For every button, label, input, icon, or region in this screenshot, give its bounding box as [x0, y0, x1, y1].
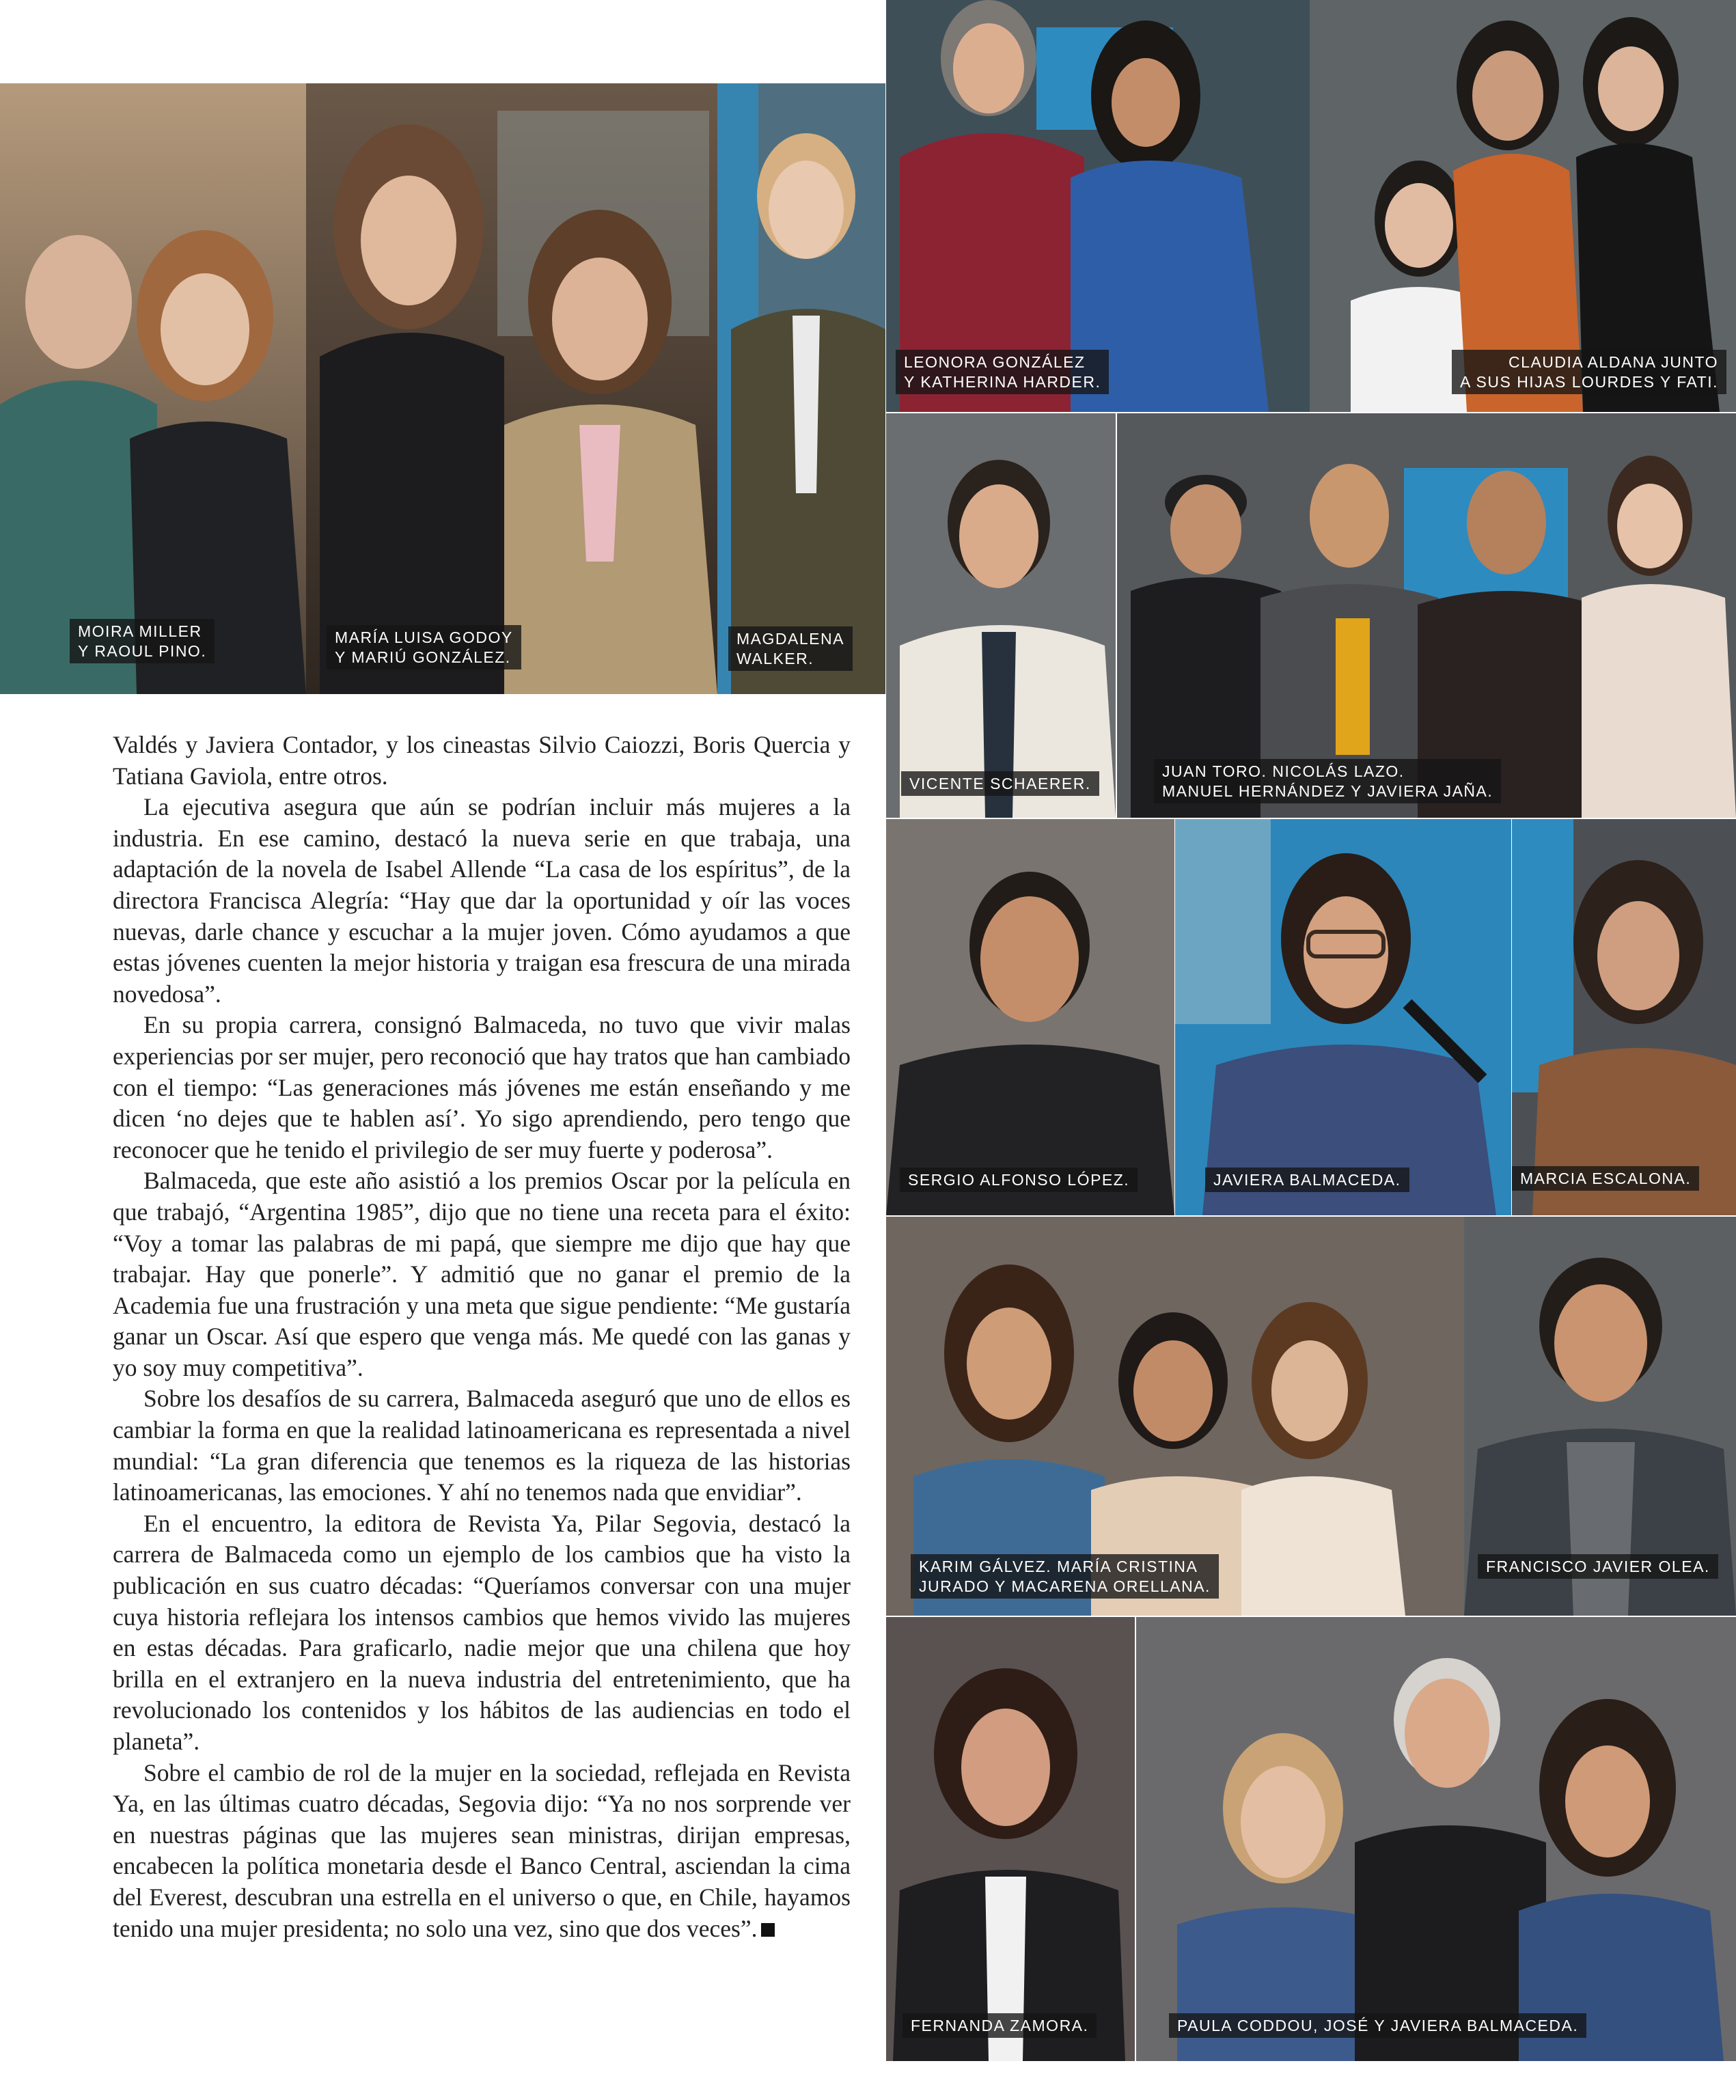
- photo-maria-luisa-godoy-mariu-gonzalez: [306, 83, 717, 694]
- article-paragraph: [113, 1758, 851, 1945]
- article-paragraph: En el encuentro, la editora de Revista Ya, Pilar Segovia, destacó la carrera de Balmaceda como un ejemplo de los cambios que ha visto la publicación en sus cuatro décadas: “Queríamos conversar con una mujer cuya historia reflejara los intensos cambios que hemos vivido las mujeres en estas décadas. Para graficarlo, nadie mejor que una chilena que hoy brilla en el extranjero en la nueva industria del entretenimiento, que ha revolucionado los contenidos y los hábitos de las audiencias en todo el planeta”.: [113, 1509, 851, 1755]
- article-paragraph-text: Sobre el cambio de rol de la mujer en la sociedad, reflejada en Revista Ya, en las últimas cuatro décadas, Segovia dijo: “Ya no nos sorprende ver en nuestras páginas que las mujeres sean ministras, dirijan empresas, encabecen la política monetaria desde el Banco Central, asciendan la cima del Everest, descubran una estrella en el universo o que, en Chile, hayamos tenido una mujer presidenta; no solo una vez, sino que dos veces”.: [113, 1758, 851, 1942]
- article-paragraph: Sobre los desafíos de su carrera, Balmaceda aseguró que uno de ellos es cambiar la forma en que la realidad latinoamericana es representada a nivel mundial: “La gran diferencia que tenemos es la riqueza de las historias latinoamericanas, las emociones. Y ahí no tenemos nada que envidiar”.: [113, 1385, 851, 1506]
- event-photo-image: [1512, 819, 1736, 1215]
- photo-caption: CLAUDIA ALDANA JUNTO A SUS HIJAS LOURDES Y FATI.: [1452, 350, 1726, 394]
- photo-karim-galvez-grupo: [886, 1217, 1464, 1616]
- article-body: [113, 730, 851, 1944]
- event-photo-image: [1117, 413, 1736, 818]
- event-photo-image: [1136, 1617, 1736, 2061]
- photo-vicente-schaerer: [886, 413, 1116, 818]
- photo-marcia-escalona: [1512, 819, 1736, 1215]
- photo-caption: JUAN TORO. NICOLÁS LAZO. MANUEL HERNÁNDEZ Y JAVIERA JAÑA.: [1154, 759, 1501, 803]
- photo-caption: LEONORA GONZÁLEZ Y KATHERINA HARDER.: [896, 350, 1109, 394]
- event-photo-image: [0, 83, 306, 694]
- photo-caption: PAULA CODDOU, JOSÉ Y JAVIERA BALMACEDA.: [1169, 2013, 1586, 2038]
- photo-caption: KARIM GÁLVEZ. MARÍA CRISTINA JURADO Y MACARENA ORELLANA.: [911, 1554, 1219, 1599]
- photo-javiera-balmaceda: [1175, 819, 1511, 1215]
- photo-leonora-gonzalez-katherina-harder: [886, 0, 1310, 412]
- photo-caption: FRANCISCO JAVIER OLEA.: [1478, 1554, 1718, 1579]
- photo-caption: FERNANDA ZAMORA.: [903, 2013, 1097, 2038]
- event-photo-image: [306, 83, 717, 694]
- event-photo-image: [886, 819, 1174, 1215]
- photo-juan-toro-grupo: [1117, 413, 1736, 818]
- photo-caption: JAVIERA BALMACEDA.: [1205, 1168, 1409, 1192]
- photo-francisco-javier-olea: [1464, 1217, 1736, 1616]
- photo-caption: MAGDALENA WALKER.: [728, 626, 853, 671]
- photo-caption: MARÍA LUISA GODOY Y MARIÚ GONZÁLEZ.: [327, 625, 521, 669]
- article-paragraph: Balmaceda, que este año asistió a los premios Oscar por la película en que trabajó, “Argentina 1985”, dijo que no tiene una receta para el éxito: “Voy a tomar las palabras de mi papá, que siempre me dijo que hay que trabajar. Hay que ponerle”. Y admitió que no ganar el premio de la Academia fue una frustración y una meta que sigue pendiente: “Me gustaría ganar un Oscar. Así que espero que venga más. Me quedé con las ganas y yo soy muy competitiva”.: [113, 1167, 851, 1381]
- photo-magdalena-walker: [717, 83, 885, 694]
- photo-sergio-alfonso-lopez: [886, 819, 1174, 1215]
- photo-moira-miller-raoul-pino: [0, 83, 306, 694]
- article-paragraph: En su propia carrera, consignó Balmaceda, no tuvo que vivir malas experiencias por ser mujer, pero reconoció que hay tratos que han cambiado con el tiempo: “Las generaciones más jóvenes me están enseñando y me dicen ‘no dejes que te hablen así’. Yo sigo aprendiendo, pero tengo que reconocer que he tenido el privilegio de ser muy fuerte y poderosa”.: [113, 1011, 851, 1163]
- event-photo-image: [886, 413, 1116, 818]
- photo-caption: SERGIO ALFONSO LÓPEZ.: [900, 1168, 1138, 1192]
- photo-caption: MOIRA MILLER Y RAOUL PINO.: [70, 619, 215, 663]
- photo-caption: MARCIA ESCALONA.: [1512, 1166, 1699, 1191]
- article-paragraph: Valdés y Javiera Contador, y los cineastas Silvio Caiozzi, Boris Quercia y Tatiana Gaviola, entre otros.: [113, 731, 851, 790]
- event-photo-image: [717, 83, 885, 694]
- photo-caption: VICENTE SCHAERER.: [901, 771, 1099, 796]
- photo-paula-coddou-jose-javiera: [1136, 1617, 1736, 2061]
- event-photo-image: [886, 1617, 1135, 2061]
- event-photo-image: [1175, 819, 1511, 1215]
- article-paragraph: La ejecutiva asegura que aún se podrían incluir más mujeres a la industria. En ese camino, destacó la nueva serie en que trabaja, una adaptación de la novela de Isabel Allende “La casa de los espíritus”, de la directora Francisca Alegría: “Hay que dar la oportunidad y oír las voces nuevas, darle chance y escuchar a la mujer joven. Cómo ayudamos a que estas jóvenes cuenten la mejor historia y traigan esa frescura de una mirada novedosa”.: [113, 793, 851, 1008]
- end-of-article-square-icon: [761, 1923, 775, 1937]
- photo-fernanda-zamora: [886, 1617, 1135, 2061]
- photo-claudia-aldana-hijas: [1310, 0, 1736, 412]
